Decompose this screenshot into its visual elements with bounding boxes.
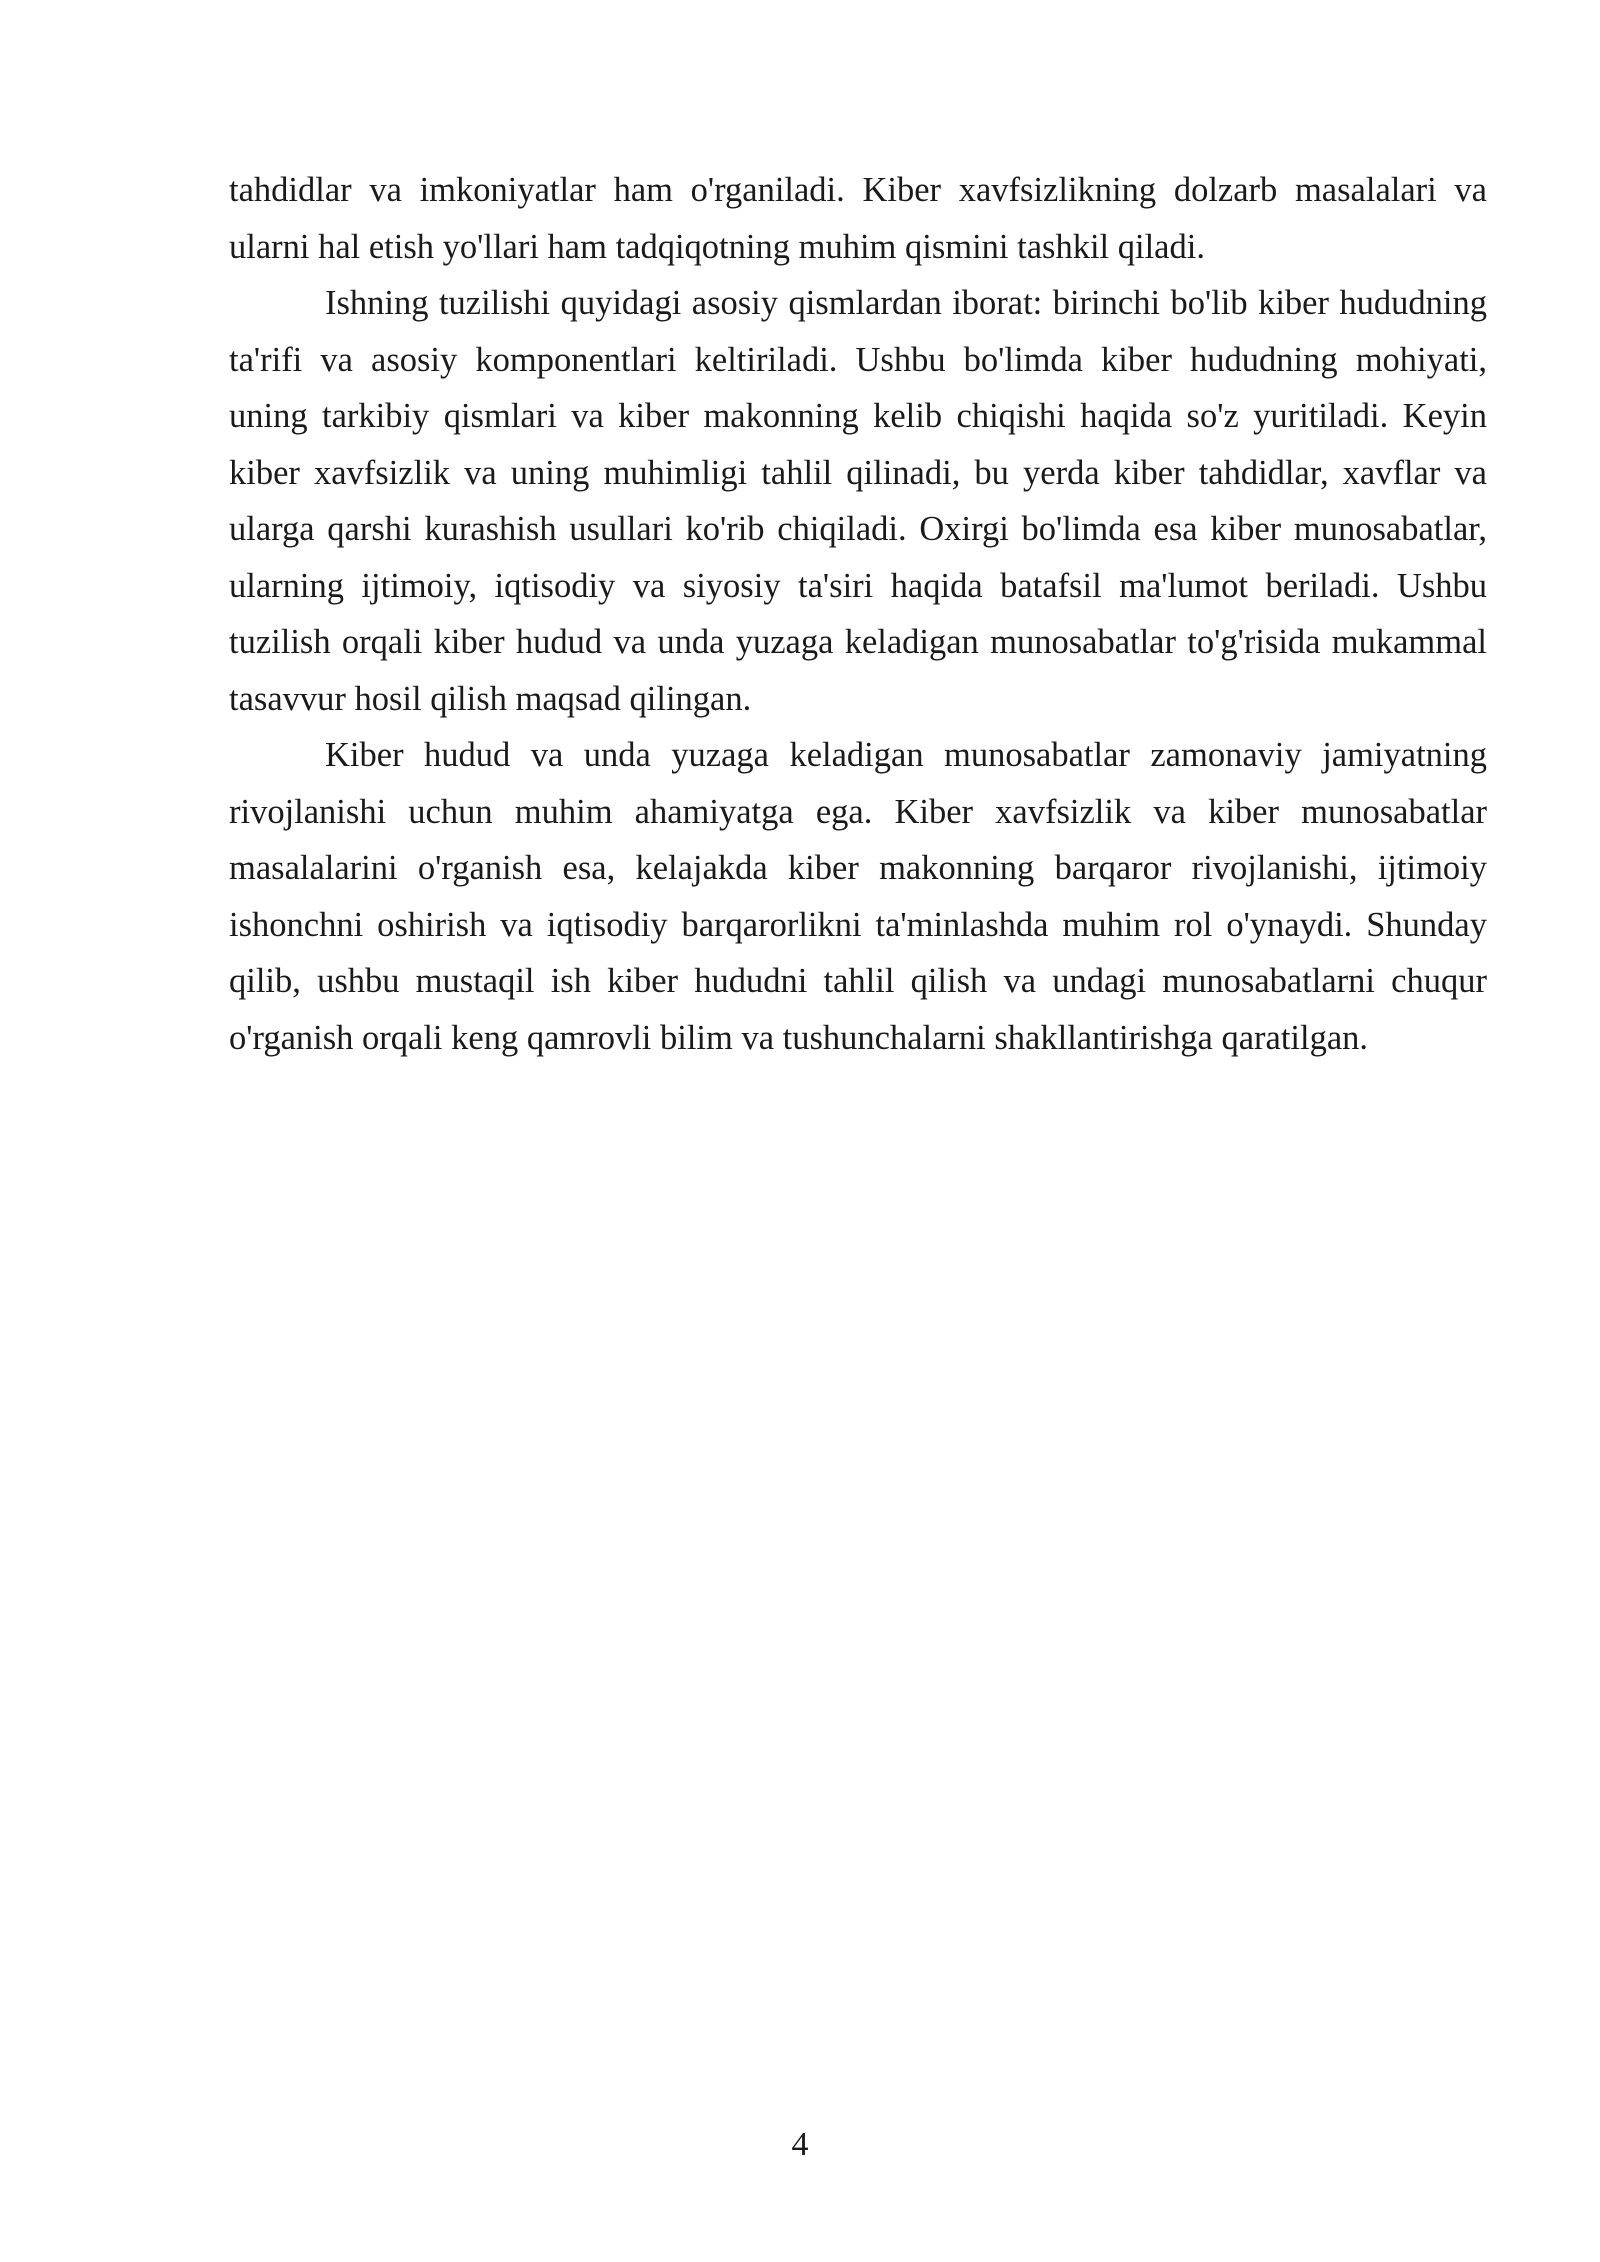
paragraph-continuation: tahdidlar va imkoniyatlar ham o'rganiladi. Kiber xavfsizlikning dolzarb masalalari va ularni hal etish yo'llari ham tadqiqotning muhim qismini tashkil qiladi. (229, 171, 1487, 266)
paragraph-structure: Ishning tuzilishi quyidagi asosiy qismlardan iborat: birinchi bo'lib kiber hududning ta'rifi va asosiy komponentlari keltiriladi. Ushbu bo'limda kiber hududning mohiyati, uning tarkibiy qismlari va kiber makonning kelib chiqishi haqida so'z yuritiladi. Keyin kiber xavfsizlik va uning muhimligi tahlil qilinadi, bu yerda kiber tahdidlar, xavflar va ularga qarshi kurashish usullari ko'rib chiqiladi. Oxirgi bo'limda esa kiber munosabatlar, ularning ijtimoiy, iqtisodiy va siyosiy ta'siri haqida batafsil ma'lumot beriladi. Ushbu tuzilish orqali kiber hudud va unda yuzaga keladigan munosabatlar to'g'risida mukammal tasavvur hosil qilish maqsad qilingan. (229, 284, 1487, 718)
document-body (229, 162, 1487, 1066)
page-number: 4 (791, 2126, 809, 2163)
paragraph-conclusion: Kiber hudud va unda yuzaga keladigan munosabatlar zamonaviy jamiyatning rivojlanishi uchun muhim ahamiyatga ega. Kiber xavfsizlik va kiber munosabatlar masalalarini o'rganish esa, kelajakda kiber makonning barqaror rivojlanishi, ijtimoiy ishonchni oshirish va iqtisodiy barqarorlikni ta'minlashda muhim rol o'ynaydi. Shunday qilib, ushbu mustaqil ish kiber hududni tahlil qilish va undagi munosabatlarni chuqur o'rganish orqali keng qamrovli bilim va tushunchalarni shakllantirishga qaratilgan. (229, 736, 1487, 1057)
